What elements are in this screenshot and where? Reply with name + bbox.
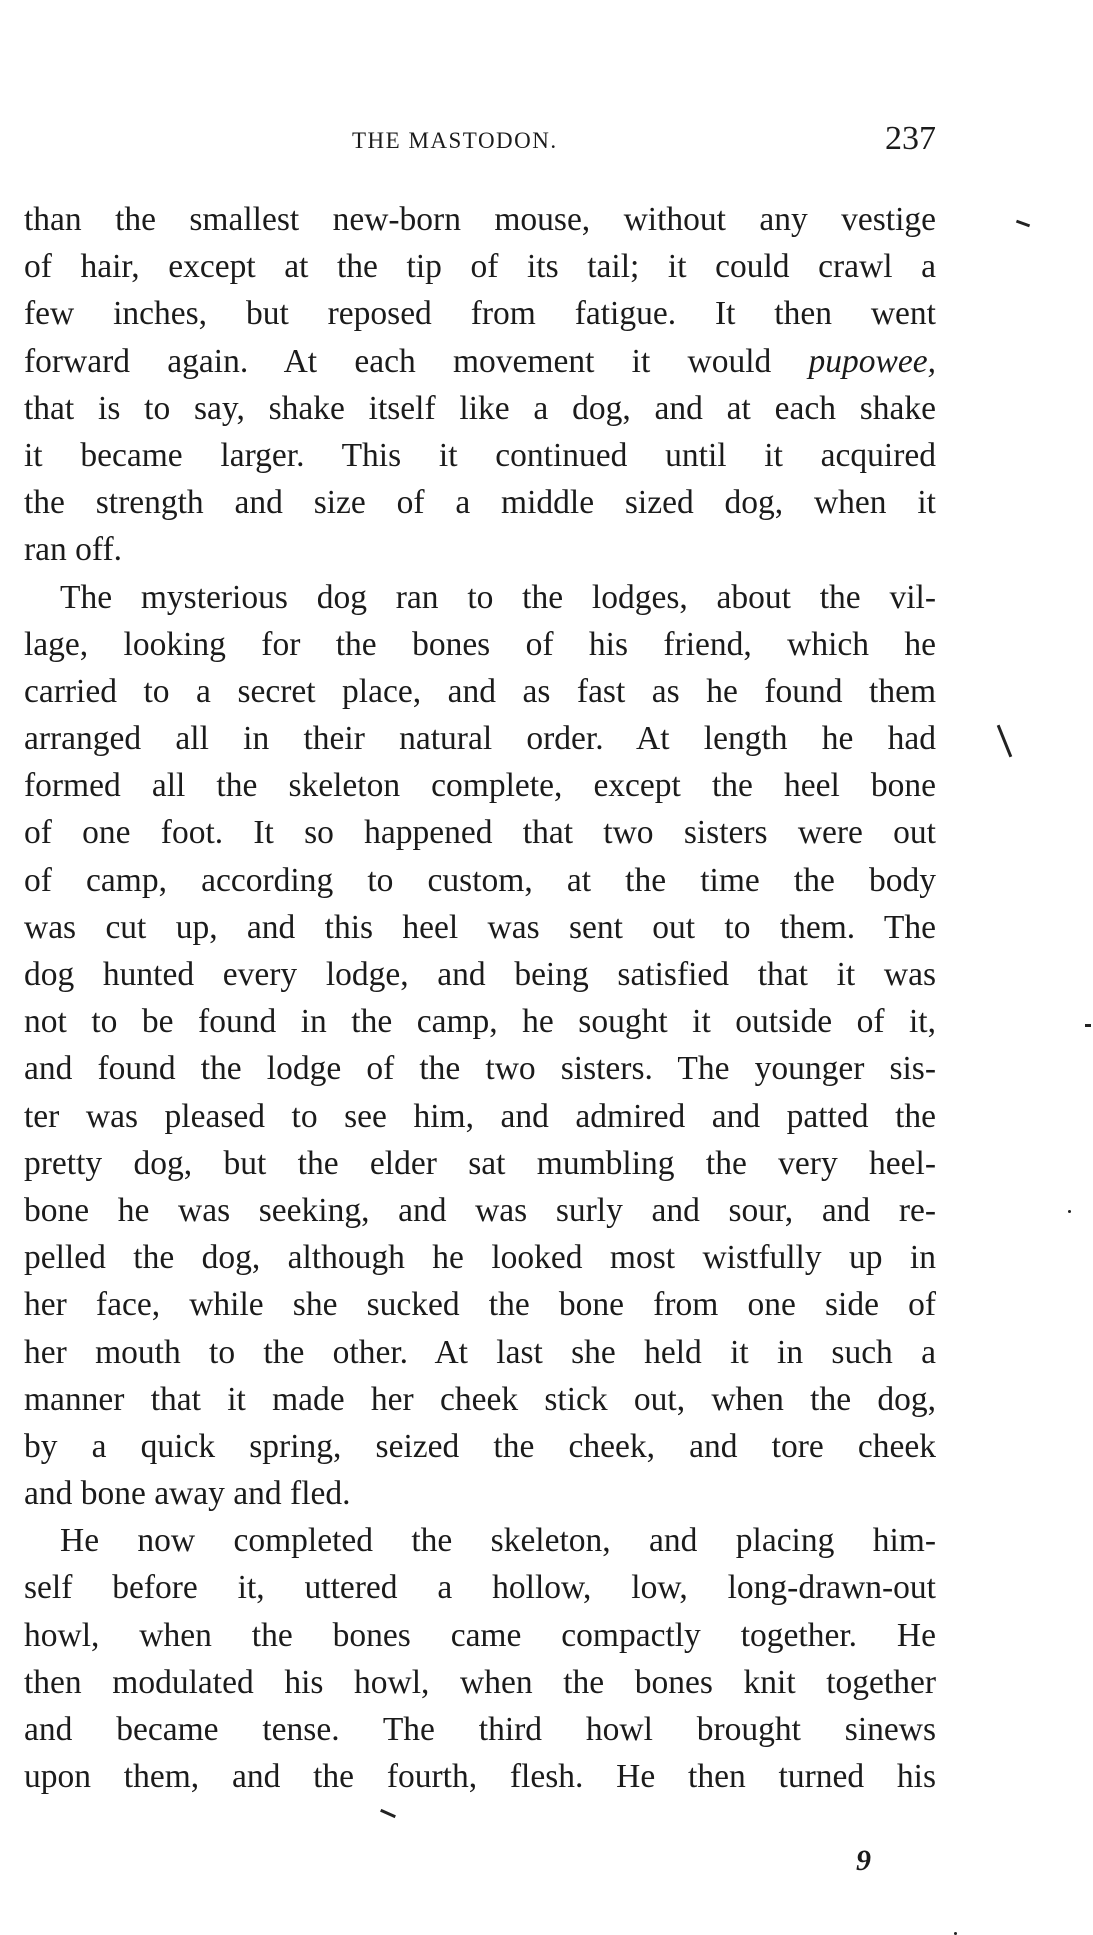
text-line: pretty dog, but the elder sat mumbling the very heel- — [24, 1144, 936, 1182]
page-number: 237 — [885, 120, 936, 157]
ink-speck — [1085, 1024, 1091, 1027]
text-line: her face, while she sucked the bone from one side of — [24, 1286, 936, 1324]
text-segment: forward again. At each movement it would — [24, 342, 772, 380]
text-line: it became larger. This it continued until it acquired — [24, 436, 936, 474]
text-line: howl, when the bones came compactly together. He — [24, 1616, 936, 1654]
text-line: ter was pleased to see him, and admired and patted the — [24, 1097, 936, 1135]
text-line: her mouth to the other. At last she held it in such a — [24, 1333, 936, 1371]
text-line: bone he was seeking, and was surly and sour, and re- — [24, 1191, 936, 1229]
ink-speck — [380, 1809, 396, 1818]
text-line-with-italic — [24, 338, 936, 385]
text-line: arranged all in their natural order. At length he had — [24, 720, 936, 758]
text-line: of hair, except at the tip of its tail; it could crawl a — [24, 248, 936, 286]
text-line: not to be found in the camp, he sought it outside of it, — [24, 1003, 936, 1041]
text-line: of one foot. It so happened that two sisters were out — [24, 814, 936, 852]
text-line: and became tense. The third howl brought sinews — [24, 1711, 936, 1748]
text-line: upon them, and the fourth, flesh. He then turned his — [24, 1758, 936, 1796]
body-text — [24, 196, 936, 1800]
text-line: than the smallest new-born mouse, without any vestige — [24, 201, 936, 238]
ink-speck — [1016, 220, 1030, 228]
running-title: THE MASTODON. — [352, 128, 558, 153]
signature-mark: 9 — [856, 1844, 871, 1877]
text-line: few inches, but reposed from fatigue. It then went — [24, 295, 936, 333]
text-line: that is to say, shake itself like a dog, and at each shake — [24, 389, 936, 427]
text-line: then modulated his howl, when the bones knit together — [24, 1663, 936, 1701]
text-line: formed all the skeleton complete, except the heel bone — [24, 767, 936, 805]
text-line: by a quick spring, seized the cheek, and tore cheek — [24, 1427, 936, 1465]
text-line: self before it, uttered a hollow, low, long-drawn-out — [24, 1569, 936, 1607]
text-line: was cut up, and this heel was sent out to them. The — [24, 908, 936, 946]
ink-dot — [1068, 1210, 1071, 1213]
text-line: and found the lodge of the two sisters. The younger sis- — [24, 1050, 936, 1088]
text-line: pelled the dog, although he looked most wistfully up in — [24, 1239, 936, 1277]
ink-stroke — [997, 725, 1013, 758]
text-line: lage, looking for the bones of his friend, which he — [24, 625, 936, 663]
text-line: manner that it made her cheek stick out, when the dog, — [24, 1380, 936, 1418]
italic-term: pupowee, — [808, 342, 936, 380]
text-line: dog hunted every lodge, and being satisfied that it was — [24, 956, 936, 993]
text-line: carried to a secret place, and as fast as he found them — [24, 672, 936, 710]
text-line: the strength and size of a middle sized dog, when it — [24, 484, 936, 522]
text-line: of camp, according to custom, at the time the body — [24, 861, 936, 899]
paragraph-start-line: He now completed the skeleton, and placing him- — [60, 1522, 936, 1560]
paragraph-end-line: ran off. — [24, 531, 122, 569]
paragraph-start-line: The mysterious dog ran to the lodges, about the vil- — [60, 578, 936, 616]
running-head — [24, 120, 936, 160]
paragraph-end-line: and bone away and fled. — [24, 1475, 351, 1513]
